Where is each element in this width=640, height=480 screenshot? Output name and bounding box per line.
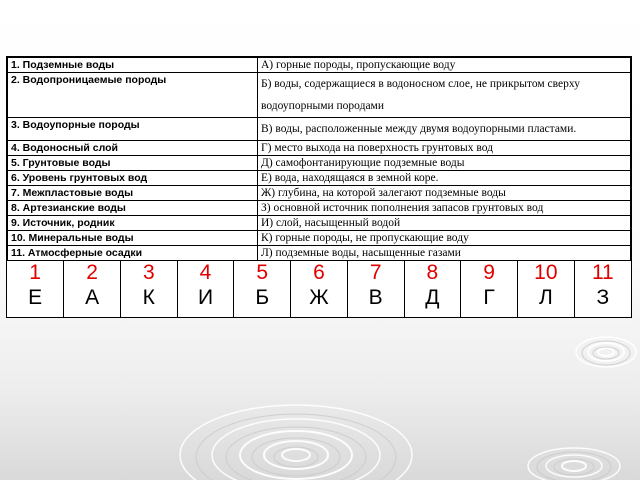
definition-cell: К) горные породы, не пропускающие воду [258, 231, 631, 246]
answer-letter: А [85, 286, 100, 309]
term-cell: 8. Артезианские воды [8, 201, 258, 216]
answer-key-table [7, 261, 631, 317]
term-cell: 7. Межпластовые воды [8, 186, 258, 201]
answer-number: 6 [313, 261, 325, 284]
definition-row [8, 118, 631, 141]
term-cell: 2. Водопроницаемые породы [8, 73, 258, 118]
definition-row [8, 73, 631, 118]
definition-row [8, 201, 631, 216]
answer-letter: Ж [309, 286, 329, 309]
answer-cell [461, 261, 518, 317]
answer-letter: Г [483, 286, 495, 309]
answer-letter: Л [538, 286, 553, 309]
answer-cell [64, 261, 121, 317]
answer-number: 1 [29, 261, 41, 284]
answer-number: 7 [369, 261, 382, 284]
definitions-table [7, 57, 631, 261]
answer-number: 5 [256, 261, 269, 284]
answer-number: 3 [142, 261, 155, 284]
term-cell: 1. Подземные воды [8, 58, 258, 73]
definition-row [8, 216, 631, 231]
term-cell: 5. Грунтовые воды [8, 156, 258, 171]
answer-letter: Е [28, 286, 43, 309]
term-cell: 11. Атмосферные осадки [8, 246, 258, 261]
answer-letter: Д [425, 286, 440, 309]
answer-cell [120, 261, 177, 317]
answer-number: 2 [86, 261, 98, 284]
matching-worksheet [6, 56, 632, 318]
answer-cell [347, 261, 404, 317]
term-cell: 4. Водоносный слой [8, 141, 258, 156]
answer-number: 4 [199, 261, 212, 284]
answer-number: 9 [483, 261, 495, 284]
answer-letter: В [368, 286, 383, 309]
answer-letter: З [596, 286, 610, 309]
answer-number: 10 [534, 261, 558, 284]
term-cell: 6. Уровень грунтовых вод [8, 171, 258, 186]
definition-row [8, 186, 631, 201]
answer-cell [177, 261, 234, 317]
definition-cell: З) основной источник пополнения запасов грунтовых вод [258, 201, 631, 216]
definition-cell: Б) воды, содержащиеся в водоносном слое, не прикрытом сверху водоупорными породами [258, 73, 631, 118]
definition-row [8, 231, 631, 246]
answer-number: 11 [591, 261, 614, 284]
answer-letter: К [142, 286, 155, 309]
definition-cell: Д) самофонтанирующие подземные воды [258, 156, 631, 171]
definition-cell: А) горные породы, пропускающие воду [258, 58, 631, 73]
definition-row [8, 171, 631, 186]
answer-cell [517, 261, 574, 317]
answer-cell [574, 261, 631, 317]
term-cell: 10. Минеральные воды [8, 231, 258, 246]
definition-cell: Е) вода, находящаяся в земной коре. [258, 171, 631, 186]
definition-cell: В) воды, расположенные между двумя водоупорными пластами. [258, 118, 631, 141]
definition-row [8, 58, 631, 73]
answer-letter: Б [255, 286, 270, 309]
term-cell: 9. Источник, родник [8, 216, 258, 231]
answer-cell [404, 261, 461, 317]
answer-cell [291, 261, 348, 317]
answer-cell [234, 261, 291, 317]
answer-letter: И [197, 286, 214, 309]
definition-cell: Ж) глубина, на которой залегают подземные воды [258, 186, 631, 201]
definition-row [8, 246, 631, 261]
definition-cell: И) слой, насыщенный водой [258, 216, 631, 231]
answer-number: 8 [426, 261, 439, 284]
definition-cell: Л) подземные воды, насыщенные газами [258, 246, 631, 261]
term-cell: 3. Водоупорные породы [8, 118, 258, 141]
definition-row [8, 156, 631, 171]
definition-cell: Г) место выхода на поверхность грунтовых вод [258, 141, 631, 156]
definition-row [8, 141, 631, 156]
answer-cell [7, 261, 64, 317]
